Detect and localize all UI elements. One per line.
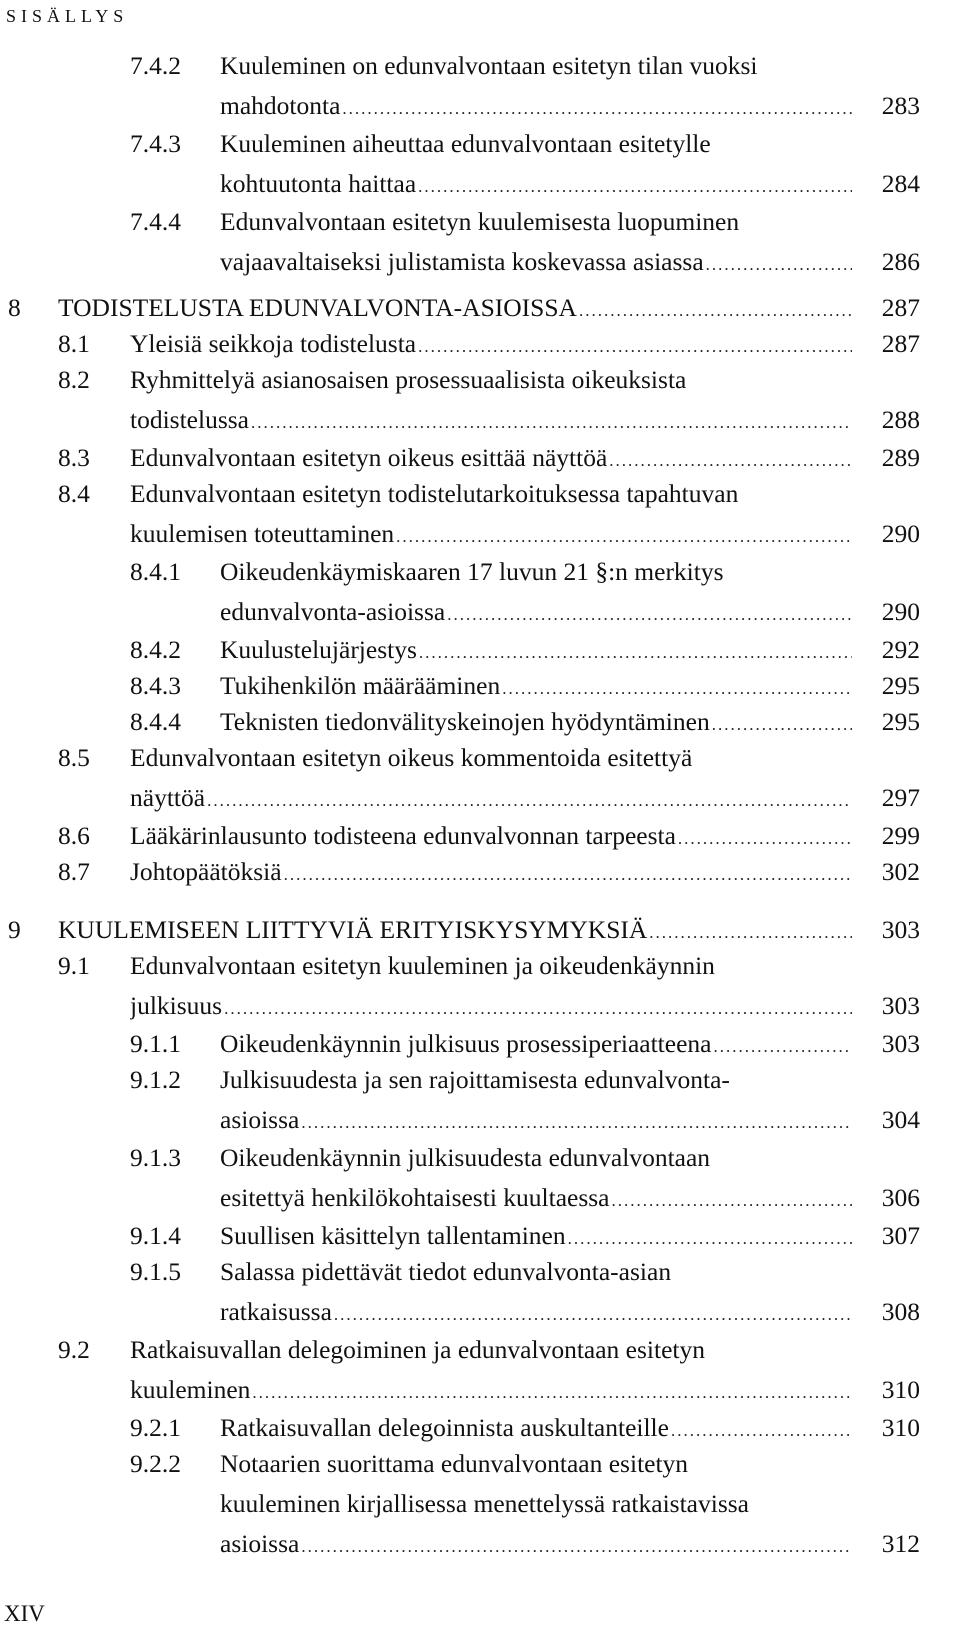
toc-entry-title-text: Edunvalvontaan esitetyn oikeus esittää näyttöä (130, 443, 608, 472)
toc-entry-page: 284 (881, 169, 920, 198)
toc-entry-title-last-line (130, 400, 856, 443)
dot-leader (447, 595, 852, 635)
toc-entry-page: 287 (881, 329, 920, 358)
toc-entry-title-text: Teknisten tiedonvälityskeinojen hyödyntäminen (220, 707, 710, 736)
toc-entry-number: 8.7 (58, 857, 90, 886)
toc-entry-title-text: näyttöä (130, 783, 206, 812)
toc-entry-page: 310 (881, 1413, 920, 1442)
toc-entry-number: 9.2.2 (130, 1449, 181, 1478)
toc-entry-title-text: Yleisiä seikkoja todistelusta (130, 329, 417, 358)
toc-entry-page: 292 (881, 635, 920, 664)
toc-entry-title-text: Tukihenkilön määrääminen (220, 671, 501, 700)
toc-entry-page: 303 (881, 915, 920, 944)
dot-leader (334, 1295, 852, 1335)
toc-entry-number: 9 (8, 915, 21, 944)
toc-entry-page: 308 (881, 1297, 920, 1326)
toc-entry-title-line: Julkisuudesta ja sen rajoittamisesta edunvalvonta- (220, 1065, 730, 1094)
toc-entry-page: 289 (881, 443, 920, 472)
toc-entry-number: 9.1.3 (130, 1143, 181, 1172)
toc-entry-title-text: esitettyä henkilökohtaisesti kuultaessa (220, 1183, 610, 1212)
toc-entry-title-last-line (220, 592, 856, 635)
toc-entry-number: 9.2 (58, 1335, 90, 1364)
page-number: XIV (4, 1601, 45, 1626)
dot-leader (224, 989, 852, 1029)
toc-entry-title-last-line (220, 1178, 856, 1221)
toc-entry-title-text: asioissa (220, 1105, 300, 1134)
toc-entry-number: 8.4 (58, 479, 90, 508)
toc-entry-number: 9.2.1 (130, 1413, 181, 1442)
toc-entry-title-line: Ratkaisuvallan delegoiminen ja edunvalvontaan esitetyn (130, 1335, 705, 1364)
toc-entry-title-last-line (130, 1370, 856, 1413)
toc-entry-title-text: Suullisen käsittelyn tallentaminen (220, 1221, 566, 1250)
toc-entry-page: 286 (881, 247, 920, 276)
toc-entry-title-text: vajaavaltaiseksi julistamista koskevassa asiassa (220, 247, 704, 276)
toc-entry-page: 290 (881, 597, 920, 626)
toc-entry-title-text: kohtuutonta haittaa (220, 169, 417, 198)
toc-entry-title-text: mahdotonta (220, 91, 341, 120)
dot-leader (671, 1411, 852, 1451)
toc-entry-page: 290 (881, 519, 920, 548)
toc-entry-number: 9.1.2 (130, 1065, 181, 1094)
dot-leader (301, 1527, 852, 1567)
toc-entry-title-line: Ryhmittelyä asianosaisen prosessuaalisista oikeuksista (130, 365, 687, 394)
toc-entry-title-text: kuulemisen toteuttaminen (130, 519, 395, 548)
toc-entry-number: 7.4.2 (130, 51, 181, 80)
toc-entry-title-last-line (130, 514, 856, 557)
toc-entry-page: 303 (881, 1029, 920, 1058)
toc-entry-page: 304 (881, 1105, 920, 1134)
toc-entry-title-text: julkisuus (130, 991, 223, 1020)
toc-entry-page: 312 (881, 1529, 920, 1558)
toc-entry-page: 306 (881, 1183, 920, 1212)
toc-entry-page: 302 (881, 857, 920, 886)
toc-entry-title-line: Kuuleminen on edunvalvontaan esitetyn tilan vuoksi (220, 51, 758, 80)
toc-entry-title-line: Salassa pidettävät tiedot edunvalvonta-asian (220, 1257, 672, 1286)
toc-entry-page: 283 (881, 91, 920, 120)
toc-entry-title-text: Ratkaisuvallan delegoinnista auskultanteille (220, 1413, 669, 1442)
toc-entry-page: 295 (881, 671, 920, 700)
toc-entry-title-text: kuuleminen (130, 1375, 251, 1404)
dot-leader (252, 1373, 852, 1413)
toc-entry-title-last-line (220, 164, 856, 207)
toc-entry-title-last-line (220, 86, 856, 129)
toc-entry-number: 9.1.5 (130, 1257, 181, 1286)
toc-entry-title-line: Kuuleminen aiheuttaa edunvalvontaan esitetylle (220, 129, 711, 158)
toc-entry-title-line: Edunvalvontaan esitetyn oikeus kommentoida esitettyä (130, 743, 693, 772)
toc-entry-page: 295 (881, 707, 920, 736)
toc-entry-title-text: edunvalvonta-asioissa (220, 597, 446, 626)
toc-entry-title-last-line (130, 986, 856, 1029)
toc-entry-title-text: Lääkärinlausunto todisteena edunvalvonnan tarpeesta (130, 821, 676, 850)
toc-entry-title-text: KUULEMISEEN LIITTYVIÄ ERITYISKYSYMYKSIÄ (58, 915, 648, 944)
toc-entry-title-line: Oikeudenkäynnin julkisuudesta edunvalvontaan (220, 1143, 711, 1172)
toc-entry-number: 8.4.4 (130, 707, 181, 736)
toc-entry-number: 8.3 (58, 443, 90, 472)
toc-entry-number: 8 (8, 293, 21, 322)
toc-entry-number: 7.4.3 (130, 129, 181, 158)
dot-leader (713, 1027, 852, 1067)
toc-entry-title-last-line (220, 1524, 856, 1567)
toc-entry-title-line: Edunvalvontaan esitetyn kuulemisesta luopuminen (220, 207, 740, 236)
toc-entry-page: 303 (881, 991, 920, 1020)
toc-entry-page: 287 (881, 293, 920, 322)
dot-leader (207, 781, 852, 821)
toc-entry-title-last-line (220, 1292, 856, 1335)
toc-entry-number: 8.1 (58, 329, 90, 358)
toc-entry-title-text: ratkaisussa (220, 1297, 332, 1326)
toc-entry-page: 310 (881, 1375, 920, 1404)
toc-entry-number: 8.5 (58, 743, 90, 772)
toc-entry-page: 288 (881, 405, 920, 434)
toc-entry-number: 8.2 (58, 365, 90, 394)
toc-entry-title-text: Kuulustelujärjestys (220, 635, 417, 664)
toc-entry-title-text: TODISTELUSTA EDUNVALVONTA-ASIOISSA (58, 293, 577, 322)
dot-leader (396, 517, 852, 557)
toc-entry-page: 297 (881, 783, 920, 812)
toc-entry-number: 9.1.1 (130, 1029, 181, 1058)
toc-entry-title-last-line (130, 778, 856, 821)
toc-entry-page: 299 (881, 821, 920, 850)
dot-leader (712, 705, 852, 745)
dot-leader (418, 167, 852, 207)
toc-entry-title-line: Edunvalvontaan esitetyn todistelutarkoituksessa tapahtuvan (130, 479, 739, 508)
toc-entry-title-line: kuuleminen kirjallisessa menettelyssä ratkaistavissa (220, 1489, 749, 1518)
toc-entry-number: 8.4.3 (130, 671, 181, 700)
dot-leader (284, 855, 852, 895)
toc-entry-number: 9.1 (58, 951, 90, 980)
toc-entry-number: 7.4.4 (130, 207, 181, 236)
toc-entry-title-line: Notaarien suorittama edunvalvontaan esitetyn (220, 1449, 689, 1478)
toc-entry-number: 8.6 (58, 821, 90, 850)
toc-entry-title-last-line (220, 242, 856, 285)
dot-leader (251, 403, 852, 443)
dot-leader (612, 1181, 853, 1221)
toc-entry-title-text: Johtopäätöksiä (130, 857, 282, 886)
dot-leader (342, 89, 852, 129)
dot-leader (301, 1103, 852, 1143)
toc-entry-number: 8.4.2 (130, 635, 181, 664)
toc-entry-number: 8.4.1 (130, 557, 181, 586)
toc-entry-number: 9.1.4 (130, 1221, 181, 1250)
running-head: SISÄLLYS (6, 6, 129, 26)
toc-entry-title-text: Oikeudenkäynnin julkisuus prosessiperiaatteena (220, 1029, 712, 1058)
toc-entry-title-last-line (130, 852, 856, 895)
toc-entry-title-line: Oikeudenkäymiskaaren 17 luvun 21 §:n merkitys (220, 557, 724, 586)
toc-entry-title-last-line (220, 1100, 856, 1143)
toc-entry-title-text: todistelussa (130, 405, 249, 434)
toc-entry-title-line: Edunvalvontaan esitetyn kuuleminen ja oikeudenkäynnin (130, 951, 715, 980)
dot-leader (706, 245, 852, 285)
toc-entry-page: 307 (881, 1221, 920, 1250)
toc-entry-title-text: asioissa (220, 1529, 300, 1558)
